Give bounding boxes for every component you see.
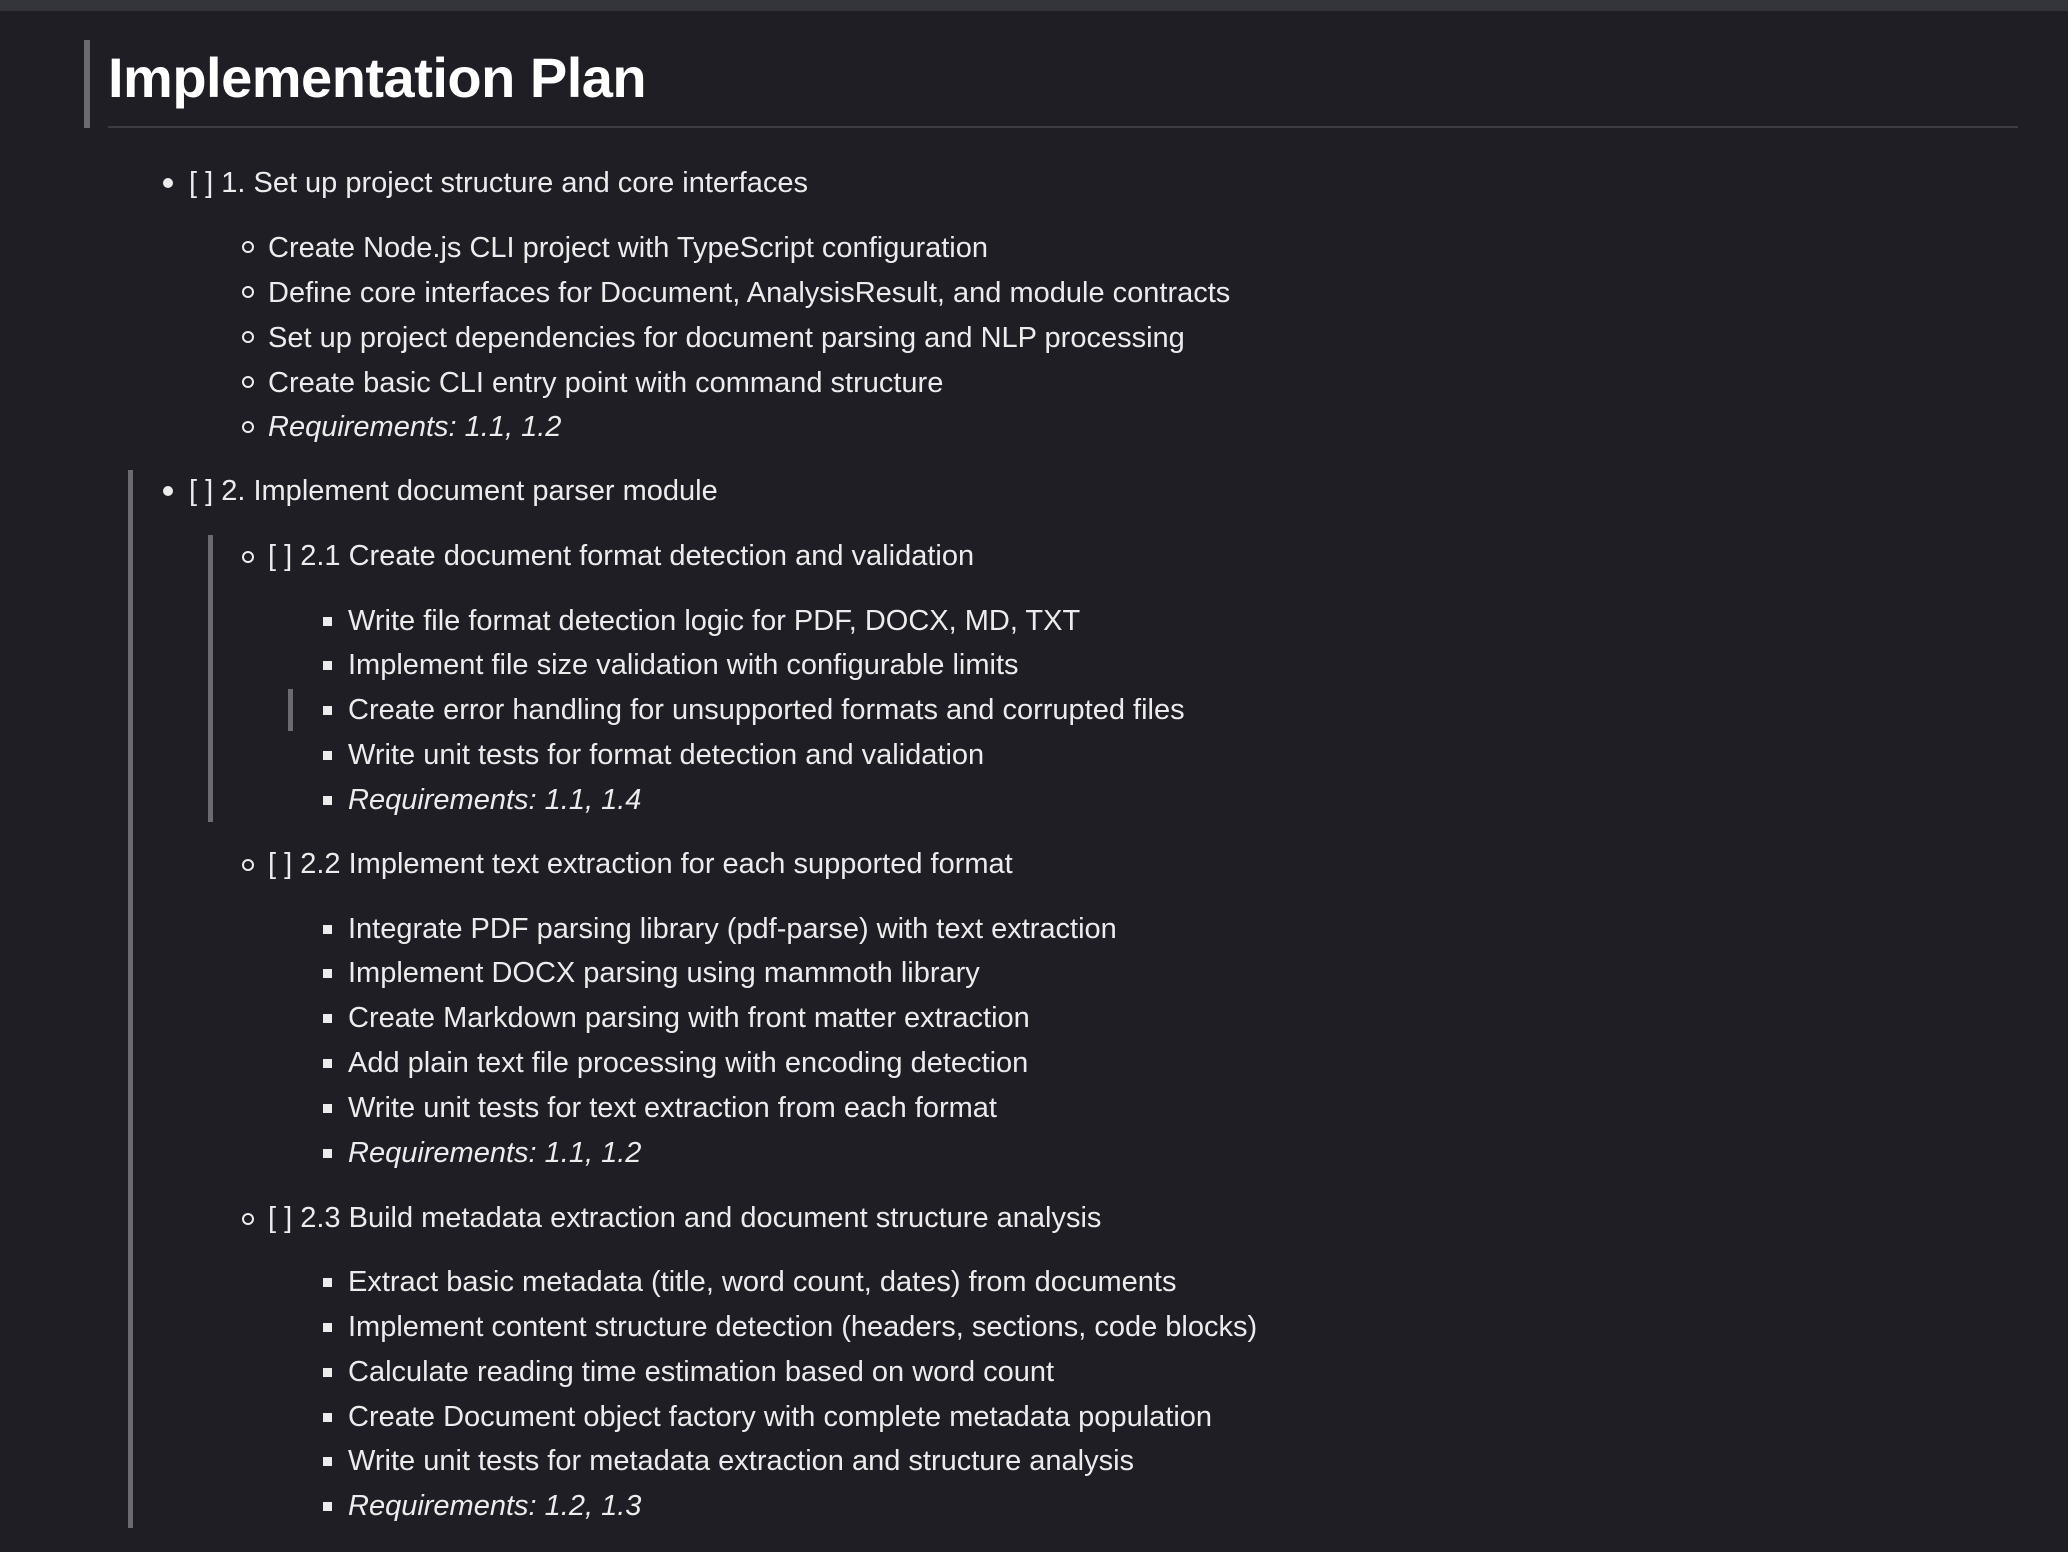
heading-focus-marker [84, 40, 90, 128]
subtask-2-2-item-3: Create Markdown parsing with front matter extraction [348, 1002, 1030, 1034]
task-1-item-2: Define core interfaces for Document, AnalysisResult, and module contracts [268, 277, 1231, 309]
subtask-2-1-requirements: Requirements: 1.1, 1.4 [348, 784, 642, 816]
item-bullet-icon [323, 969, 332, 978]
subtask-2-1-item-4: Write unit tests for format detection and validation [348, 739, 985, 771]
subtask-2-2[interactable]: [ ] 2.2 Implement text extraction for each supported format [268, 848, 1013, 880]
task-2[interactable]: [ ] 2. Implement document parser module [189, 475, 718, 507]
item-bullet-icon [323, 661, 332, 670]
subtask-2-2-item-4: Add plain text file processing with encoding detection [348, 1047, 1029, 1079]
task-bullet-icon [163, 178, 173, 188]
subtask-2-1-item-1: Write file format detection logic for PDF, DOCX, MD, TXT [348, 605, 1081, 637]
task-1-item-1: Create Node.js CLI project with TypeScript configuration [268, 232, 988, 264]
item-bullet-icon [323, 751, 332, 760]
subtask-bullet-icon [242, 551, 254, 563]
item-bullet-icon [242, 331, 254, 343]
subtask-2-2-item-1: Integrate PDF parsing library (pdf-parse) with text extraction [348, 913, 1117, 945]
item-bullet-icon [323, 1059, 332, 1068]
page-title: Implementation Plan [108, 46, 647, 109]
item-bullet-icon [323, 1323, 332, 1332]
item-bullet-icon [242, 376, 254, 388]
subtask-2-3-item-3: Calculate reading time estimation based on word count [348, 1356, 1055, 1388]
task-2-block-guide [128, 470, 133, 1528]
item-bullet-icon [323, 1502, 332, 1511]
item-bullet-icon [242, 421, 254, 433]
task-1[interactable]: [ ] 1. Set up project structure and core interfaces [189, 167, 808, 199]
item-bullet-icon [323, 1014, 332, 1023]
item-bullet-icon [323, 706, 332, 715]
item-bullet-icon [323, 925, 332, 934]
item-bullet-icon [242, 286, 254, 298]
item-bullet-icon [323, 617, 332, 626]
subtask-2-2-item-5: Write unit tests for text extraction from each format [348, 1092, 997, 1124]
item-bullet-icon [323, 1368, 332, 1377]
item-bullet-icon [323, 1278, 332, 1287]
item-bullet-icon [323, 1149, 332, 1158]
task-1-item-3: Set up project dependencies for document parsing and NLP processing [268, 322, 1185, 354]
subtask-2-2-requirements: Requirements: 1.1, 1.2 [348, 1137, 642, 1169]
subtask-2-3-item-4: Create Document object factory with complete metadata population [348, 1401, 1213, 1433]
item-bullet-icon [323, 1457, 332, 1466]
item-bullet-icon [323, 1413, 332, 1422]
subtask-2-1[interactable]: [ ] 2.1 Create document format detection and validation [268, 540, 975, 572]
subtask-2-3-requirements: Requirements: 1.2, 1.3 [348, 1490, 642, 1522]
item-bullet-icon [323, 796, 332, 805]
subtask-bullet-icon [242, 859, 254, 871]
subtask-bullet-icon [242, 1213, 254, 1225]
subtask-2-3-item-5: Write unit tests for metadata extraction and structure analysis [348, 1445, 1135, 1477]
subtask-2-3-item-2: Implement content structure detection (headers, sections, code blocks) [348, 1311, 1258, 1343]
subtask-2-3[interactable]: [ ] 2.3 Build metadata extraction and document structure analysis [268, 1202, 1102, 1234]
subtask-2-2-item-2: Implement DOCX parsing using mammoth library [348, 957, 980, 989]
task-1-item-4: Create basic CLI entry point with command structure [268, 367, 944, 399]
selected-line-marker [288, 689, 293, 731]
subtask-2-1-block-guide [208, 535, 213, 822]
task-bullet-icon [163, 486, 173, 496]
task-1-requirements: Requirements: 1.1, 1.2 [268, 411, 562, 443]
item-bullet-icon [323, 1104, 332, 1113]
heading-divider [108, 126, 2018, 128]
item-bullet-icon [242, 241, 254, 253]
subtask-2-1-item-2: Implement file size validation with configurable limits [348, 649, 1019, 681]
subtask-2-3-item-1: Extract basic metadata (title, word count, dates) from documents [348, 1266, 1177, 1298]
subtask-2-1-item-3: Create error handling for unsupported formats and corrupted files [348, 694, 1185, 726]
